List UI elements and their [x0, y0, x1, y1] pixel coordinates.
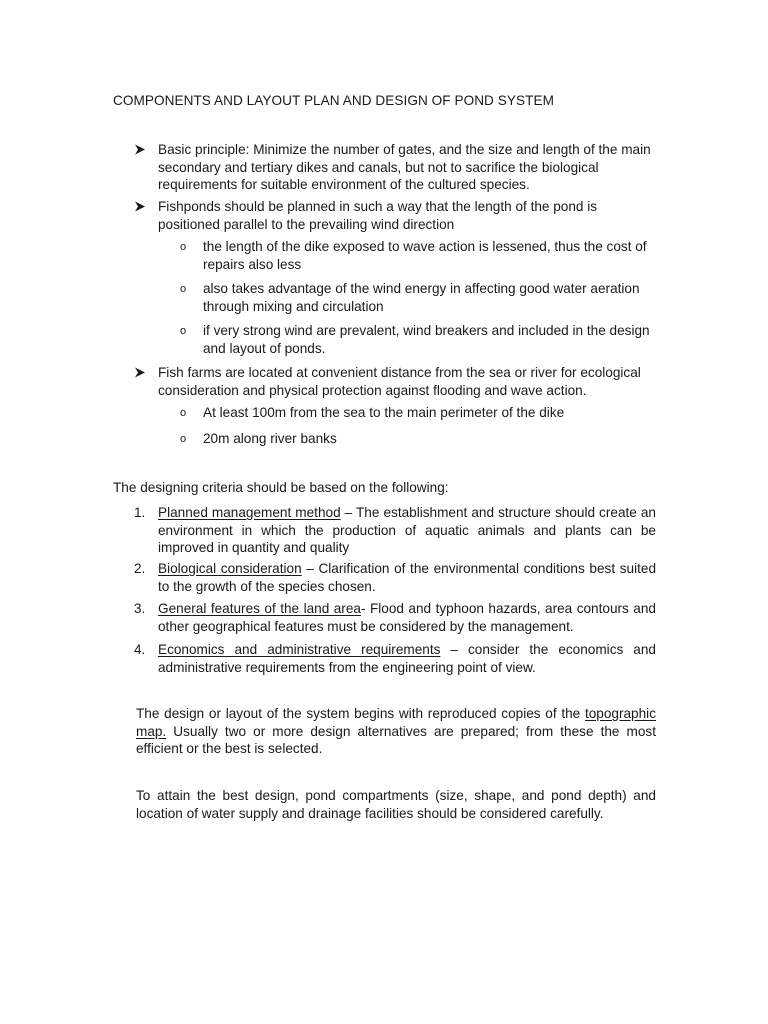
sub-bullet-item: [180, 404, 658, 422]
arrowhead-bullet-icon: [134, 198, 150, 212]
item-number: 4.: [134, 642, 146, 657]
sub-bullet-text: 20m along river banks: [203, 431, 337, 446]
sub-bullet-text: also takes advantage of the wind energy in affecting good water aeration through mixing and circulation: [203, 281, 640, 314]
item-term: General features of the land area: [158, 601, 361, 616]
bullet-text: Fishponds should be planned in such a way that the length of the pond is positioned parallel to the prevailing wind direction: [158, 199, 598, 232]
sub-bullet-item: [180, 280, 658, 315]
circle-bullet-icon: o: [180, 325, 187, 337]
item-description: – Clarification of the environmental conditions best suited to the growth of the species chosen.: [158, 561, 656, 594]
item-description: – The establishment and structure should create an environment in which the production of aquatic animals and plants can be improved in quantity and quality: [158, 505, 656, 555]
item-text: [158, 600, 656, 635]
page-title: COMPONENTS AND LAYOUT PLAN AND DESIGN OF POND SYSTEM: [113, 93, 554, 108]
bullet-item: [134, 364, 656, 399]
item-number: 1.: [134, 505, 146, 520]
sub-bullet-text: if very strong wind are prevalent, wind breakers and included in the design and layout of ponds.: [203, 323, 650, 356]
arrowhead-bullet-icon: [134, 364, 150, 378]
sub-bullet-text: At least 100m from the sea to the main perimeter of the dike: [203, 405, 565, 420]
circle-bullet-icon: o: [180, 407, 187, 419]
design-paragraph: [136, 705, 656, 758]
numbered-item: [134, 641, 656, 676]
bullet-item: [134, 141, 656, 194]
numbered-item: [134, 504, 656, 557]
item-number: 3.: [134, 601, 146, 616]
sub-bullet-item: [180, 322, 658, 357]
topographic-map-term: topographic map.: [136, 706, 656, 739]
item-description: – consider the economics and administrative requirements from the engineering point of view.: [158, 642, 656, 675]
item-term: Economics and administrative requirements: [158, 642, 441, 657]
item-term: Planned management method: [158, 505, 341, 520]
bullet-item: [134, 198, 656, 233]
item-text: [158, 641, 656, 676]
bullet-text: Fish farms are located at convenient distance from the sea or river for ecological consideration and physical protection against flooding and wave action.: [158, 365, 641, 398]
sub-bullet-item: [180, 238, 658, 273]
numbered-item: [134, 560, 656, 595]
item-description: - Flood and typhoon hazards, area contours and other geographical features must be considered by the management.: [158, 601, 656, 634]
circle-bullet-icon: o: [180, 433, 187, 445]
item-number: 2.: [134, 561, 146, 576]
design-text-after: Usually two or more design alternatives are prepared; from these the most efficient or the best is selected.: [136, 723, 656, 756]
final-paragraph: To attain the best design, pond compartments (size, shape, and pond depth) and location of water supply and drainage facilities should be considered carefully.: [136, 788, 656, 821]
arrowhead-bullet-icon: [134, 141, 150, 155]
criteria-intro: The designing criteria should be based on the following:: [113, 480, 449, 495]
item-term: Biological consideration: [158, 561, 302, 576]
bullet-text: Basic principle: Minimize the number of gates, and the size and length of the main secondary and tertiary dikes and canals, but not to sacrifice the biological requirements for suitable environment of the cultured species.: [158, 142, 651, 192]
circle-bullet-icon: o: [180, 283, 187, 295]
circle-bullet-icon: o: [180, 241, 187, 253]
numbered-item: [134, 600, 656, 635]
item-text: [158, 560, 656, 595]
item-text: [158, 504, 656, 557]
design-text-before: The design or layout of the system begins with reproduced copies of the: [136, 706, 585, 721]
sub-bullet-item: [180, 430, 658, 448]
sub-bullet-text: the length of the dike exposed to wave action is lessened, thus the cost of repairs also less: [203, 239, 647, 272]
